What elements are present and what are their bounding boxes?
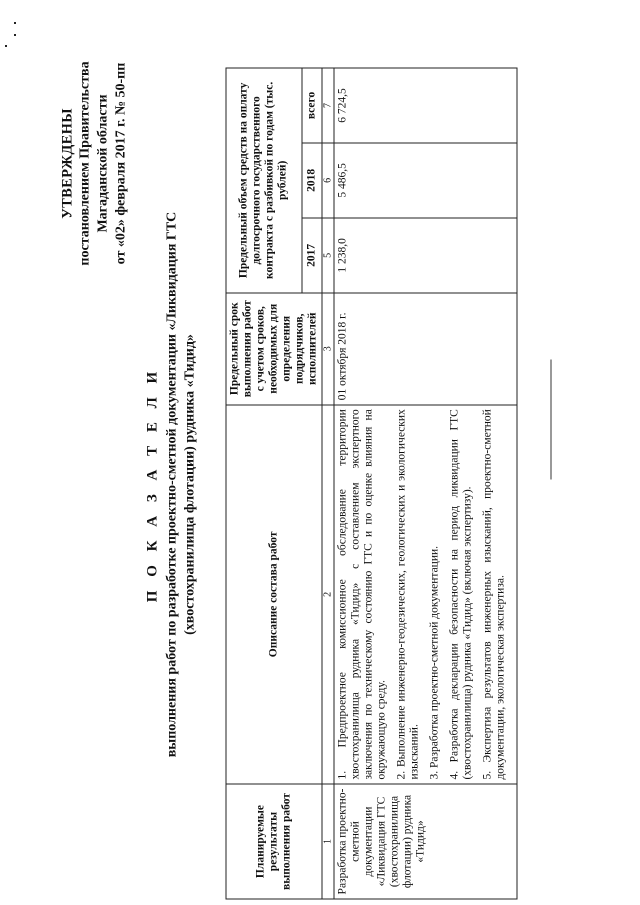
table-header-row bbox=[226, 68, 302, 899]
column-number: 5 bbox=[322, 218, 334, 293]
document-heading bbox=[144, 125, 200, 845]
closing-rule bbox=[551, 360, 552, 480]
document-title: П О К А З А Т Е Л И bbox=[144, 366, 161, 603]
work-item: 5. Экспертиза результатов инженерных изысканий, проектно-сметной документации, экологическая экспертиза. bbox=[481, 409, 507, 780]
header-total: всего bbox=[302, 68, 322, 143]
header-results: Планируемые результаты выполнения работ bbox=[226, 784, 322, 899]
cell-result: Разработка проектно-сметной документации «Ликвидация ГТС (хвостохранилища флотации) рудника «Тидид» bbox=[334, 784, 517, 899]
header-volume: Предельный объем средств на оплату долгосрочного государственного контракта с разбивкой по годам (тыс. рублей) bbox=[226, 68, 302, 293]
header-description: Описание состава работ bbox=[226, 405, 322, 784]
cell-2018: 5 486,5 bbox=[334, 143, 517, 218]
rotated-page bbox=[1, 0, 640, 905]
column-number: 7 bbox=[322, 68, 334, 143]
document-subtitle: выполнения работ по разработке проектно-сметной документации «Ликвидация ГТС bbox=[164, 211, 180, 758]
column-number-row bbox=[322, 68, 334, 899]
approval-block bbox=[59, 0, 131, 329]
indicators-table bbox=[226, 68, 518, 900]
work-item: 1. Предпроектное комиссионное обследование территории хвостохранилища рудника «Тидид» с составлением экспертного заключения по техническому состоянию ГТС и по оценке влияния на окружающую среду. bbox=[336, 409, 388, 780]
header-year-2017: 2017 bbox=[302, 218, 322, 293]
work-item: 3. Разработка проектно-сметной документации. bbox=[428, 545, 441, 780]
approval-line: от «02» февраля 2017 г. № 50-пп bbox=[113, 62, 129, 265]
column-number: 6 bbox=[322, 143, 334, 218]
cell-2017: 1 238,0 bbox=[334, 218, 517, 293]
cell-total: 6 724,5 bbox=[334, 68, 517, 143]
table-row bbox=[334, 68, 517, 899]
approval-line: Магаданской области bbox=[95, 94, 111, 233]
approval-title: УТВЕРЖДЕНЫ bbox=[59, 108, 76, 219]
work-item: 2. Выполнение инженерно-геодезических, геологических и экологических изысканий. bbox=[395, 409, 421, 780]
cell-works bbox=[334, 405, 517, 784]
approval-line: постановлением Правительства bbox=[77, 61, 93, 266]
header-deadline: Предельный срок выполнения работ с учетом сроков, необходимых для определения подрядчиков, исполнителей bbox=[226, 293, 322, 405]
column-number: 2 bbox=[322, 405, 334, 784]
work-item: 4. Разработка декларации безопасности на период ликвидации ГТС (хвостохранилища) рудника «Тидид» (включая экспертизу). bbox=[448, 409, 474, 780]
column-number: 3 bbox=[322, 293, 334, 405]
document-subtitle: (хвостохранилища флотации) рудника «Тидид» bbox=[182, 334, 198, 635]
column-number: 1 bbox=[322, 784, 334, 899]
cell-deadline: 01 октября 2018 г. bbox=[334, 293, 517, 405]
header-year-2018: 2018 bbox=[302, 143, 322, 218]
